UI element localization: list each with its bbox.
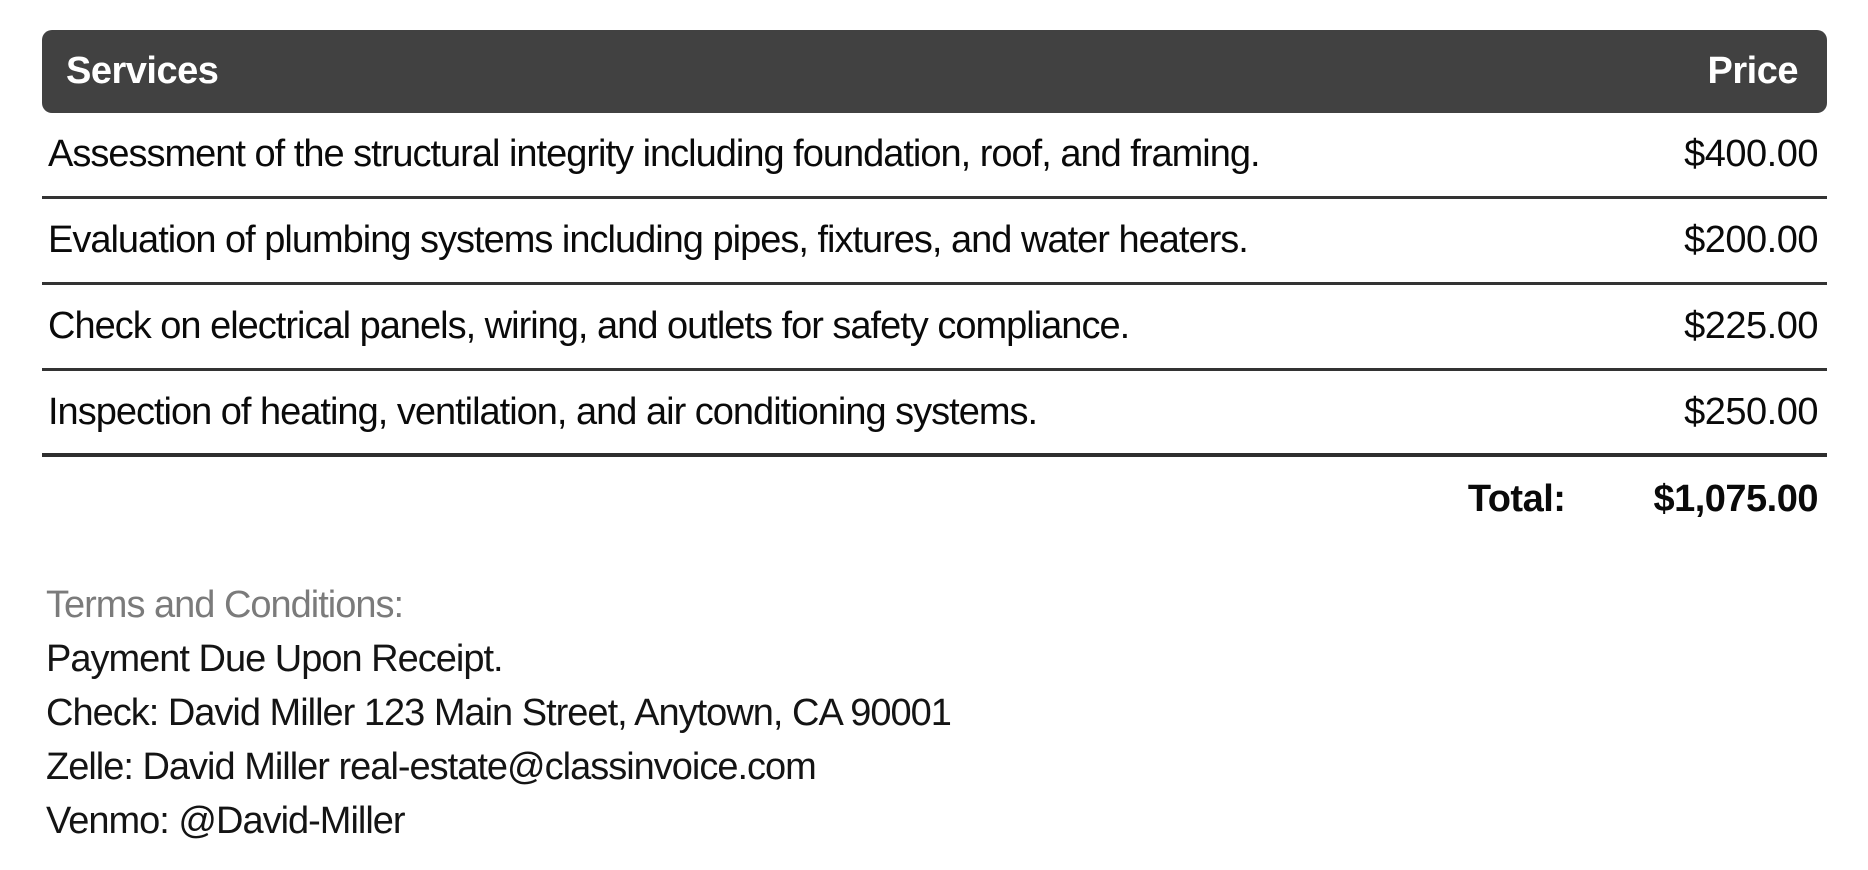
table-row bbox=[42, 113, 1827, 199]
service-price: $400.00 bbox=[1684, 133, 1818, 175]
table-row bbox=[42, 285, 1827, 371]
total-value: $1,075.00 bbox=[1653, 477, 1818, 520]
service-price: $225.00 bbox=[1684, 305, 1818, 347]
table-row bbox=[42, 371, 1827, 457]
terms-heading: Terms and Conditions: bbox=[46, 584, 404, 626]
service-description: Inspection of heating, ventilation, and air conditioning systems. bbox=[48, 390, 1038, 433]
service-description: Check on electrical panels, wiring, and outlets for safety compliance. bbox=[48, 305, 1130, 347]
terms-section bbox=[46, 578, 1827, 848]
service-price: $250.00 bbox=[1684, 390, 1818, 433]
services-column-header: Services bbox=[66, 50, 219, 92]
terms-line: Venmo: @David-Miller bbox=[46, 800, 405, 842]
terms-line: Payment Due Upon Receipt. bbox=[46, 638, 503, 680]
services-table-header bbox=[42, 30, 1827, 113]
service-description: Assessment of the structural integrity including foundation, roof, and framing. bbox=[48, 133, 1260, 175]
service-price: $200.00 bbox=[1684, 219, 1818, 261]
terms-line: Zelle: David Miller real-estate@classinvoice.com bbox=[46, 746, 816, 788]
service-description: Evaluation of plumbing systems including pipes, fixtures, and water heaters. bbox=[48, 219, 1248, 261]
total-row bbox=[42, 457, 1827, 541]
total-label: Total: bbox=[1467, 477, 1566, 520]
table-row bbox=[42, 199, 1827, 285]
price-column-header: Price bbox=[1707, 50, 1798, 92]
invoice-body bbox=[42, 30, 1827, 848]
terms-line: Check: David Miller 123 Main Street, Anytown, CA 90001 bbox=[46, 692, 951, 734]
